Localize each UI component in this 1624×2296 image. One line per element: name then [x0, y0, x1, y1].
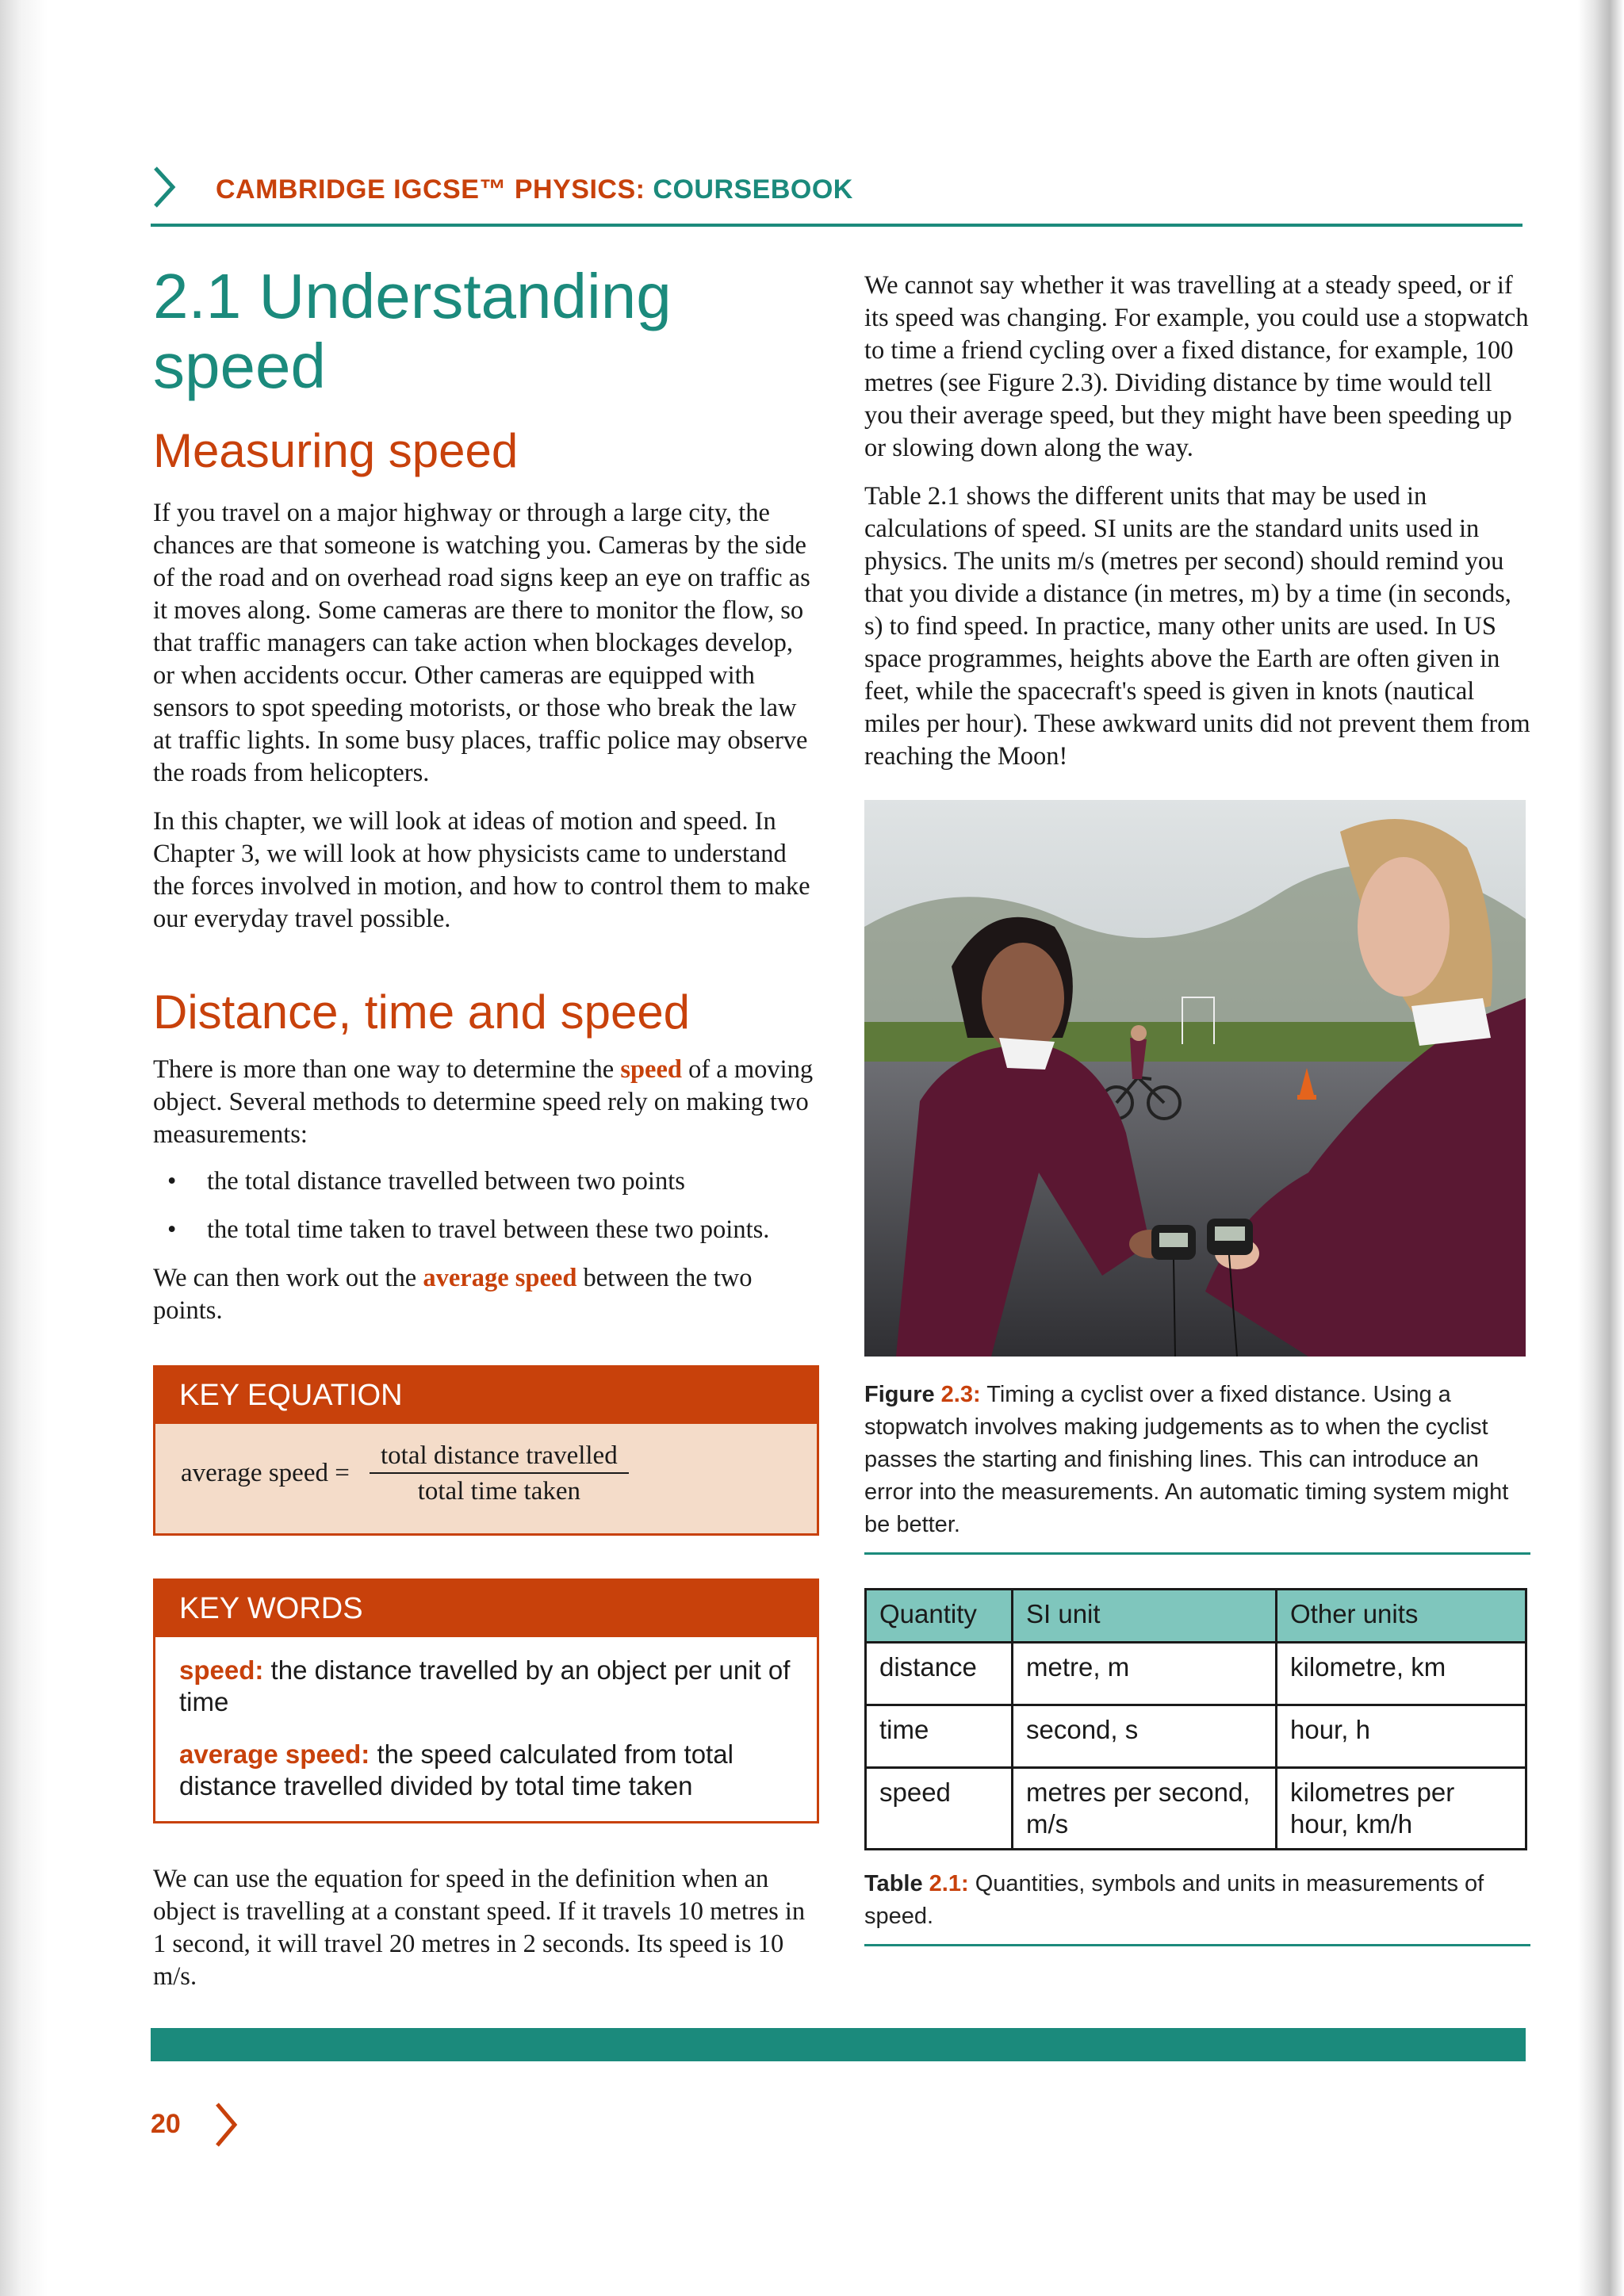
figure-label: Figure 2.3:	[864, 1382, 981, 1407]
key-word-average-speed: average speed: the speed calculated from total distance travelled divided by total time taken	[179, 1739, 733, 1800]
key-words-box	[153, 1578, 819, 1823]
footer-bar	[151, 2028, 1526, 2061]
paragraph-measuring-2: In this chapter, we will look at ideas of motion and speed. In Chapter 3, we will look at how physicists came to understand the forces involved in motion, and how to control them to make our everyday travel possible.	[153, 807, 810, 933]
running-header	[151, 159, 1522, 227]
equation-fraction	[370, 1441, 629, 1506]
key-words-body	[155, 1637, 817, 1821]
book-title: CAMBRIDGE IGCSE™ PHYSICS: COURSEBOOK	[216, 174, 853, 205]
right-column	[864, 270, 1530, 1946]
key-equation-box	[153, 1365, 819, 1536]
table-cell: kilometre, km	[1277, 1643, 1526, 1705]
list-item: • the total distance travelled between two points	[153, 1165, 819, 1198]
figure-photo-cyclist	[864, 800, 1526, 1357]
table-header: Quantity	[866, 1590, 1013, 1643]
table-cell: hour, h	[1277, 1705, 1526, 1768]
term-average-speed: average speed	[423, 1264, 577, 1292]
table-cell: second, s	[1013, 1705, 1277, 1768]
measurement-list	[153, 1165, 819, 1246]
table-cell: time	[866, 1705, 1013, 1768]
key-equation-body	[155, 1424, 817, 1533]
page-number: 20	[151, 2109, 181, 2139]
key-words-heading: KEY WORDS	[155, 1581, 817, 1637]
table-cell: metres per second, m/s	[1013, 1768, 1277, 1850]
chevron-right-icon	[151, 165, 178, 209]
table-caption: Table 2.1: Quantities, symbols and units in measurements of speed.	[864, 1868, 1530, 1946]
table-cell: kilometres per hour, km/h	[1277, 1768, 1526, 1850]
table-cell: speed	[866, 1768, 1013, 1850]
term-speed: speed	[620, 1055, 682, 1084]
paragraph-constant-speed: We can use the equation for speed in the definition when an object is travelling at a constant speed. If it travels 10 metres in 1 second, it will travel 20 metres in 2 seconds. Its speed is 10 m/s.	[153, 1865, 806, 1991]
photo-illustration	[864, 800, 1526, 1357]
figure-caption: Figure 2.3: Timing a cyclist over a fixed distance. Using a stopwatch involves making judgements as to when the cyclist passes the starting and finishing lines. This can introduce an error into the measurements. An automatic timing system might be better.	[864, 1379, 1530, 1555]
equation-denominator: total time taken	[417, 1477, 580, 1506]
table-header-row	[866, 1590, 1526, 1643]
equation-numerator: total distance travelled	[370, 1441, 629, 1474]
heading-measuring-speed: Measuring speed	[153, 424, 519, 477]
paragraph-measuring-1: If you travel on a major highway or through a large city, the chances are that someone is watching you. Cameras by the side of the road and on overhead road signs keep an eye on traffic as it moves along. Some cameras are there to monitor the flow, so that traffic managers can take action when blockages develop, or when accidents occur. Other cameras are equipped with sensors to spot speeding motorists, or those who break the law at traffic lights. In some busy places, traffic police may observe the roads from helicopters.	[153, 499, 810, 787]
table-header: SI unit	[1013, 1590, 1277, 1643]
paragraph-steady-speed: We cannot say whether it was travelling at a steady speed, or if its speed was changing. For example, you could use a stopwatch to time a friend cycling over a fixed distance, for example, 100 metres (see Figure 2.3). Dividing distance by time would tell you their average speed, but they might have been speeding up or slowing down along the way.	[864, 271, 1529, 462]
paragraph-units: Table 2.1 shows the different units that may be used in calculations of speed. SI units are the standard units used in physics. The units m/s (metres per second) should remind you that you divide a distance (in metres, m) by a time (in seconds, s) to find speed. In practice, many other units are used. In US space programmes, heights above the Earth are often given in feet, while the spacecraft's speed is given in knots (nautical miles per hour). These awkward units did not prevent them from reaching the Moon!	[864, 482, 1530, 771]
left-column	[153, 262, 819, 1993]
list-item: • the total time taken to travel between these two points.	[153, 1214, 819, 1246]
table-header: Other units	[1277, 1590, 1526, 1643]
table-cell: metre, m	[1013, 1643, 1277, 1705]
table-row	[866, 1768, 1526, 1850]
chevron-right-icon	[214, 2101, 238, 2149]
table-label: Table 2.1:	[864, 1871, 969, 1896]
section-title: 2.1 Understanding speed	[153, 261, 672, 401]
key-word-speed: speed: the distance travelled by an object per unit of time	[179, 1655, 791, 1716]
units-table	[864, 1588, 1527, 1850]
equation-lhs: average speed =	[181, 1459, 350, 1487]
key-equation-heading: KEY EQUATION	[155, 1368, 817, 1424]
paragraph-distance-intro: There is more than one way to determine the speed of a moving object. Several methods to determine speed rely on making two measurements:	[153, 1055, 814, 1149]
table-cell: distance	[866, 1643, 1013, 1705]
table-row	[866, 1705, 1526, 1768]
table-row	[866, 1643, 1526, 1705]
heading-distance-time-speed: Distance, time and speed	[153, 985, 691, 1039]
paragraph-average: We can then work out the average speed between the two points.	[153, 1264, 753, 1325]
